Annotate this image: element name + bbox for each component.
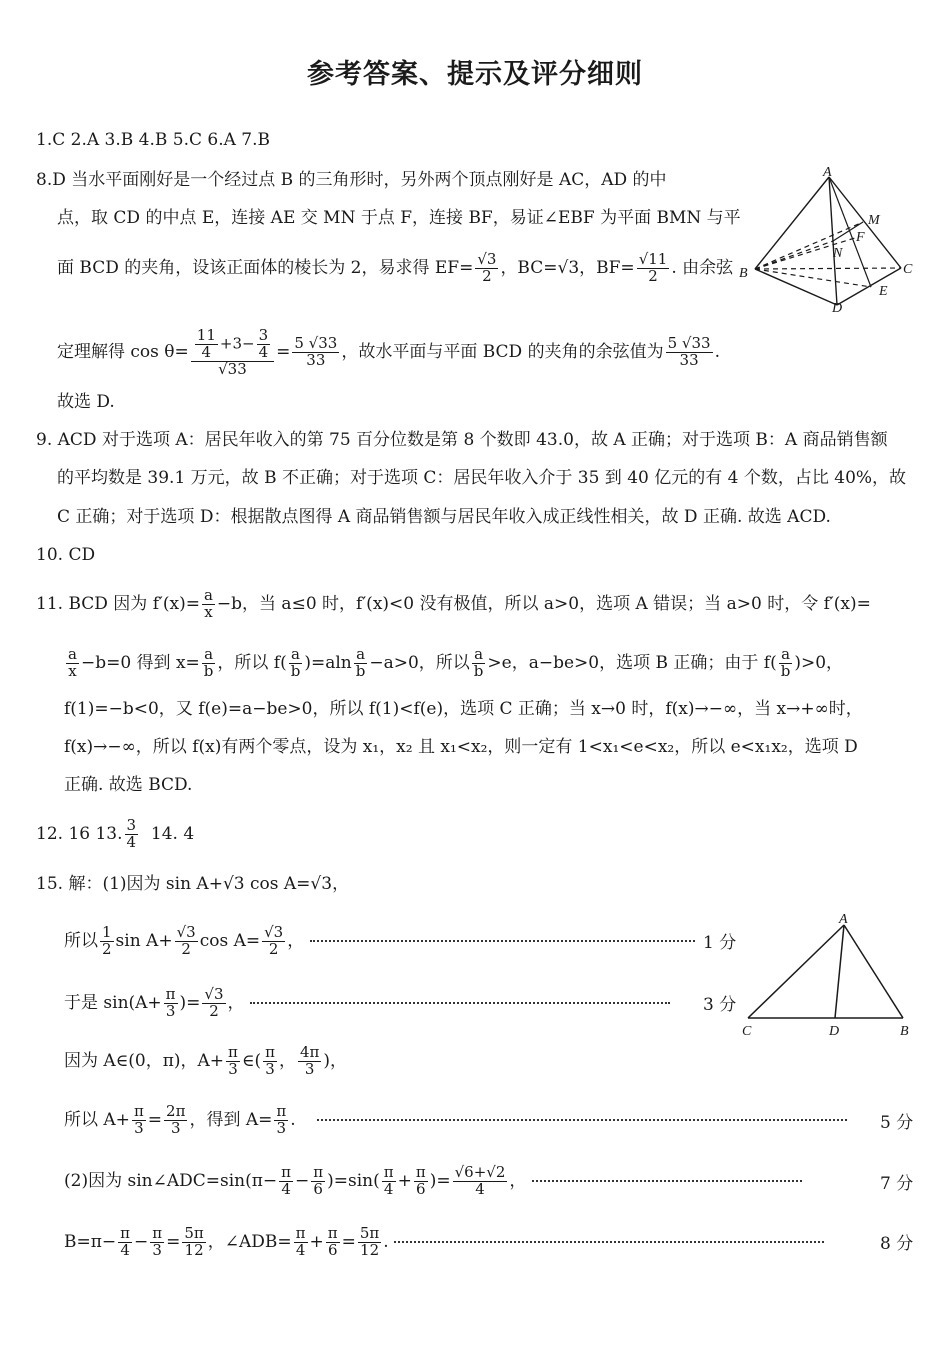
answers-1-7: 1.C 2.A 3.B 4.B 5.C 6.A 7.B <box>36 130 271 150</box>
q8-line2: 点，取 CD 的中点 E，连接 AE 交 MN 于点 F，连接 BF，易证∠EBF 为平面 BMN 与平 <box>57 208 741 228</box>
q9-line3: C 正确；对于选项 D：根据散点图得 A 商品销售额与居民年收入成正线性相关，故 D 正确. 故选 ACD. <box>57 507 831 527</box>
fraction: $\frac{5 √33}{33}$ <box>667 334 711 370</box>
q9-line1: 9. ACD 对于选项 A：居民年收入的第 75 百分位数是第 8 个数即 43.0，故 A 正确；对于选项 B：A 商品销售额 <box>36 430 888 450</box>
q10-answer: 10. CD <box>36 545 96 565</box>
q8-line5: 故选 D. <box>57 392 115 412</box>
q11-line5: 正确. 故选 BCD. <box>64 775 193 795</box>
fig8-label: M <box>868 213 880 228</box>
triangle-figure <box>738 910 918 1040</box>
score-label: 3 分 <box>703 995 737 1015</box>
cos-fraction: $\frac{11}{4}$ +3− $\frac{3}{4}$ √33 <box>191 328 274 377</box>
fig15-label: A <box>839 912 848 927</box>
q15-step5: (2)因为 sin∠ADC=sin(π− $\frac{\pi}{4}$ − $\frac{\pi}{6}$ )=sin( $\frac{\pi}{4}$ + $\frac{\pi}{6}$ )= $\frac{√6+√2}{4}$ ， <box>64 1165 802 1198</box>
tetrahedron-figure <box>735 165 920 315</box>
fig8-label: F <box>856 230 865 245</box>
q15-step1: 所以 $\frac{1}{2}$ sin A+ $\frac{√3}{2}$ cos A= $\frac{√3}{2}$ ， <box>64 925 695 958</box>
q11-line1: 11. BCD 因为 f′(x)= $\frac{a}{x}$ −b，当 a≤0 时，f′(x)<0 没有极值，所以 a>0，选项 A 错误；当 a>0 时，令 f′(x)= <box>36 586 871 621</box>
fraction: $\frac{√11}{2}$ <box>638 250 668 285</box>
score-label: 5 分 <box>880 1113 914 1133</box>
score-label: 8 分 <box>880 1234 914 1254</box>
fig8-label: C <box>903 262 913 277</box>
q15-line1: 15. 解：(1)因为 sin A+√3 cos A=√3， <box>36 874 350 894</box>
q11-line3: f(1)=−b<0，又 f(e)=a−be>0，所以 f(1)<f(e)，选项 C 正确；当 x→0 时，f(x)→−∞，当 x→+∞时， <box>64 699 863 719</box>
q9-line2: 的平均数是 39.1 万元，故 B 不正确；对于选项 C：居民年收入介于 35 到 40 亿元的有 4 个数，占比 40%，故 <box>57 468 907 488</box>
q11-line2: $\frac{a}{x}$ −b=0 得到 x= $\frac{a}{b}$ ，所以 f( $\frac{a}{b}$ )=aln $\frac{a}{b}$ −a>0，所以 $\frac{a}{b}$ >e，a−be>0，选项 B 正确；由于 f( $\frac{a}{b}$ )>0， <box>68 645 844 680</box>
q8-line3: 面 BCD 的夹角，设该正面体的棱长为 2，易求得 EF= $\frac{√3}{2}$ ，BC=√3，BF= $\frac{√11}{2}$ . 由余弦 <box>57 250 734 285</box>
score-label: 7 分 <box>880 1174 914 1194</box>
q11-line4: f(x)→−∞，所以 f(x)有两个零点，设为 x₁，x₂ 且 x₁<x₂，则一定有 1<x₁<e<x₂，所以 e<x₁x₂，选项 D <box>64 737 858 757</box>
q15-step2: 于是 sin(A+ $\frac{\pi}{3}$ )= $\frac{√3}{2}$ ， <box>64 987 670 1020</box>
q8-line1: 8.D 当水平面刚好是一个经过点 B 的三角形时，另外两个顶点刚好是 AC，AD 的中 <box>36 170 667 190</box>
q15-step6: B=π− $\frac{\pi}{4}$ − $\frac{\pi}{3}$ = $\frac{5\pi}{12}$ ，∠ADB= $\frac{\pi}{4}$ + $\frac{\pi}{6}$ = $\frac{5\pi}{12}$ . <box>64 1226 824 1259</box>
fraction: $\frac{5 √33}{33}$ <box>294 334 338 370</box>
fig8-label: N <box>833 246 843 261</box>
fig8-label: A <box>823 165 832 180</box>
fig8-label: D <box>832 301 843 315</box>
score-label: 1 分 <box>703 933 737 953</box>
q8-line4: 定理解得 cos θ= $\frac{11}{4}$ +3− $\frac{3}{4}$ √33 = $\frac{5 √33}{33}$ ，故水平面与平面 BCD 的夹角的余弦值为 $\frac{5 √33}{33}$ . <box>57 326 720 378</box>
fig8-label: E <box>879 284 888 299</box>
fraction: $\frac{√3}{2}$ <box>477 250 497 285</box>
fig8-label: B <box>739 266 748 281</box>
q15-step3: 因为 A∈(0，π)，A+ $\frac{\pi}{3}$ ∈( $\frac{\pi}{3}$ ， $\frac{4\pi}{3}$ )， <box>64 1043 348 1078</box>
answers-12-14: 12. 16 13. $\frac{3}{4}$ 14. 4 <box>36 816 195 851</box>
fig15-label: C <box>742 1024 752 1039</box>
fig15-label: D <box>829 1024 840 1039</box>
fig15-label: B <box>900 1024 909 1039</box>
q15-step4: 所以 A+ $\frac{\pi}{3}$ = $\frac{2\pi}{3}$ ，得到 A= $\frac{\pi}{3}$ . <box>64 1104 847 1137</box>
page-title: 参考答案、提示及评分细则 <box>307 59 643 90</box>
